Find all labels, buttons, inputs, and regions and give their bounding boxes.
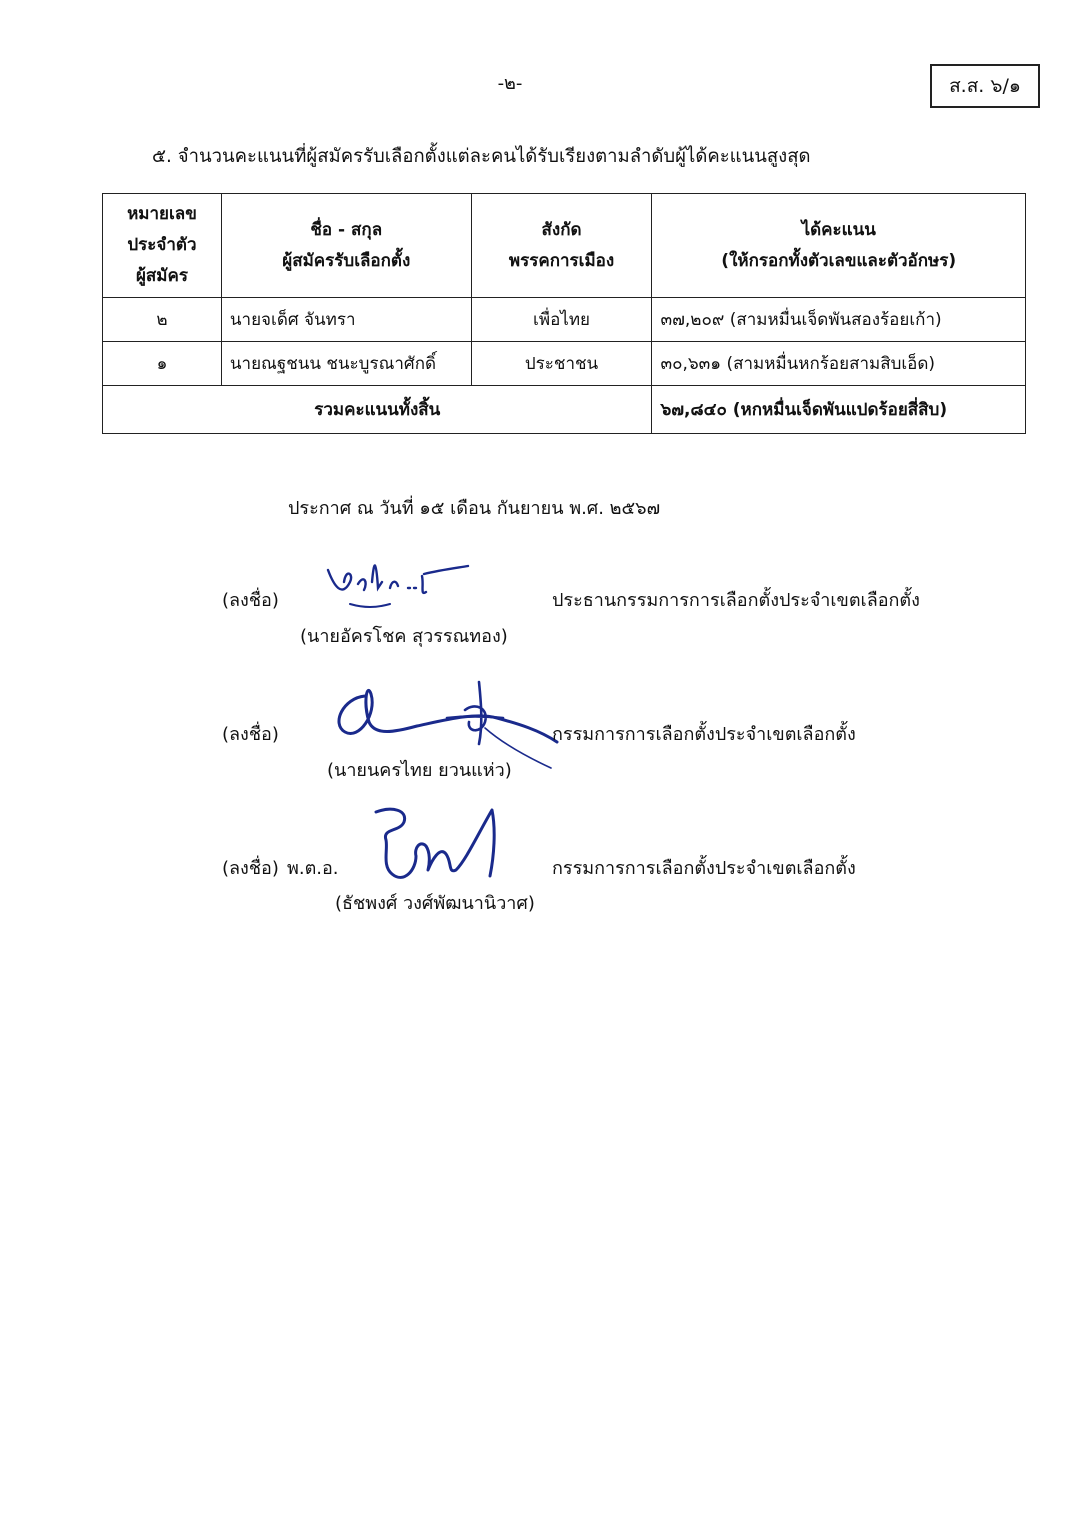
table-header-row xyxy=(103,194,1026,298)
header-line: พรรคการเมือง xyxy=(508,250,615,271)
page-number: -๒- xyxy=(497,73,523,94)
candidate-party: เพื่อไทย xyxy=(471,298,652,342)
header-party xyxy=(471,194,652,298)
signatory-position-2: กรรมการการเลือกตั้งประจำเขตเลือกตั้ง xyxy=(552,724,856,745)
header-line: ประจำตัว xyxy=(127,235,197,255)
header-line: สังกัด xyxy=(541,219,582,240)
sign-label-2: (ลงชื่อ) xyxy=(222,724,279,745)
candidate-votes: ๓๐,๖๓๑ (สามหมื่นหกร้อยสามสิบเอ็ด) xyxy=(652,342,1026,386)
sign-label-1: (ลงชื่อ) xyxy=(222,590,279,611)
table-row xyxy=(103,342,1026,386)
signatory-position-3: กรรมการการเลือกตั้งประจำเขตเลือกตั้ง xyxy=(552,858,856,879)
header-votes xyxy=(652,194,1026,298)
candidate-name: นายจเด็ศ จันทรา xyxy=(221,298,471,342)
candidate-party: ประชาชน xyxy=(471,342,652,386)
signature-image-3 xyxy=(370,800,520,890)
sign-label-3: (ลงชื่อ) xyxy=(222,858,279,879)
header-line: ผู้สมัครรับเลือกตั้ง xyxy=(282,250,411,271)
total-row xyxy=(103,386,1026,434)
candidate-votes: ๓๗,๒๐๙ (สามหมื่นเจ็ดพันสองร้อยเก้า) xyxy=(652,298,1026,342)
header-name xyxy=(221,194,471,298)
signatory-position-1: ประธานกรรมการการเลือกตั้งประจำเขตเลือกตั้ง xyxy=(552,590,920,611)
signatory-name-1: (นายอัครโชค สุวรรณทอง) xyxy=(300,626,508,647)
signatory-name-2: (นายนครไทย ยวนแห่ว) xyxy=(327,760,512,781)
candidate-number: ๑ xyxy=(103,342,222,386)
candidate-number: ๒ xyxy=(103,298,222,342)
signatory-name-3: (ธัชพงศ์ วงศ์พัฒนานิวาศ) xyxy=(335,893,535,914)
header-line: หมายเลข xyxy=(127,204,197,224)
results-table xyxy=(102,193,1026,434)
total-votes: ๖๗,๘๔๐ (หกหมื่นเจ็ดพันแปดร้อยสี่สิบ) xyxy=(652,386,1026,434)
candidate-name: นายณฐชนน ชนะบูรณาศักดิ์ xyxy=(221,342,471,386)
announcement-date: ประกาศ ณ วันที่ ๑๕ เดือน กันยายน พ.ศ. ๒๕๖๗ xyxy=(288,498,661,519)
header-number xyxy=(103,194,222,298)
signatory-rank-3: พ.ต.อ. xyxy=(287,858,339,879)
header-line: ผู้สมัคร xyxy=(135,266,188,286)
total-label: รวมคะแนนทั้งสิ้น xyxy=(103,386,652,434)
header-line: (ให้กรอกทั้งตัวเลขและตัวอักษร) xyxy=(721,250,957,271)
form-code-box: ส.ส. ๖/๑ xyxy=(930,64,1040,108)
signature-image-1 xyxy=(320,552,480,616)
table-row xyxy=(103,298,1026,342)
header-line: ได้คะแนน xyxy=(801,219,876,240)
header-line: ชื่อ - สกุล xyxy=(310,219,383,240)
section-heading: ๕. จำนวนคะแนนที่ผู้สมัครรับเลือกตั้งแต่ละคนได้รับเรียงตามลำดับผู้ได้คะแนนสูงสุด xyxy=(152,146,811,167)
